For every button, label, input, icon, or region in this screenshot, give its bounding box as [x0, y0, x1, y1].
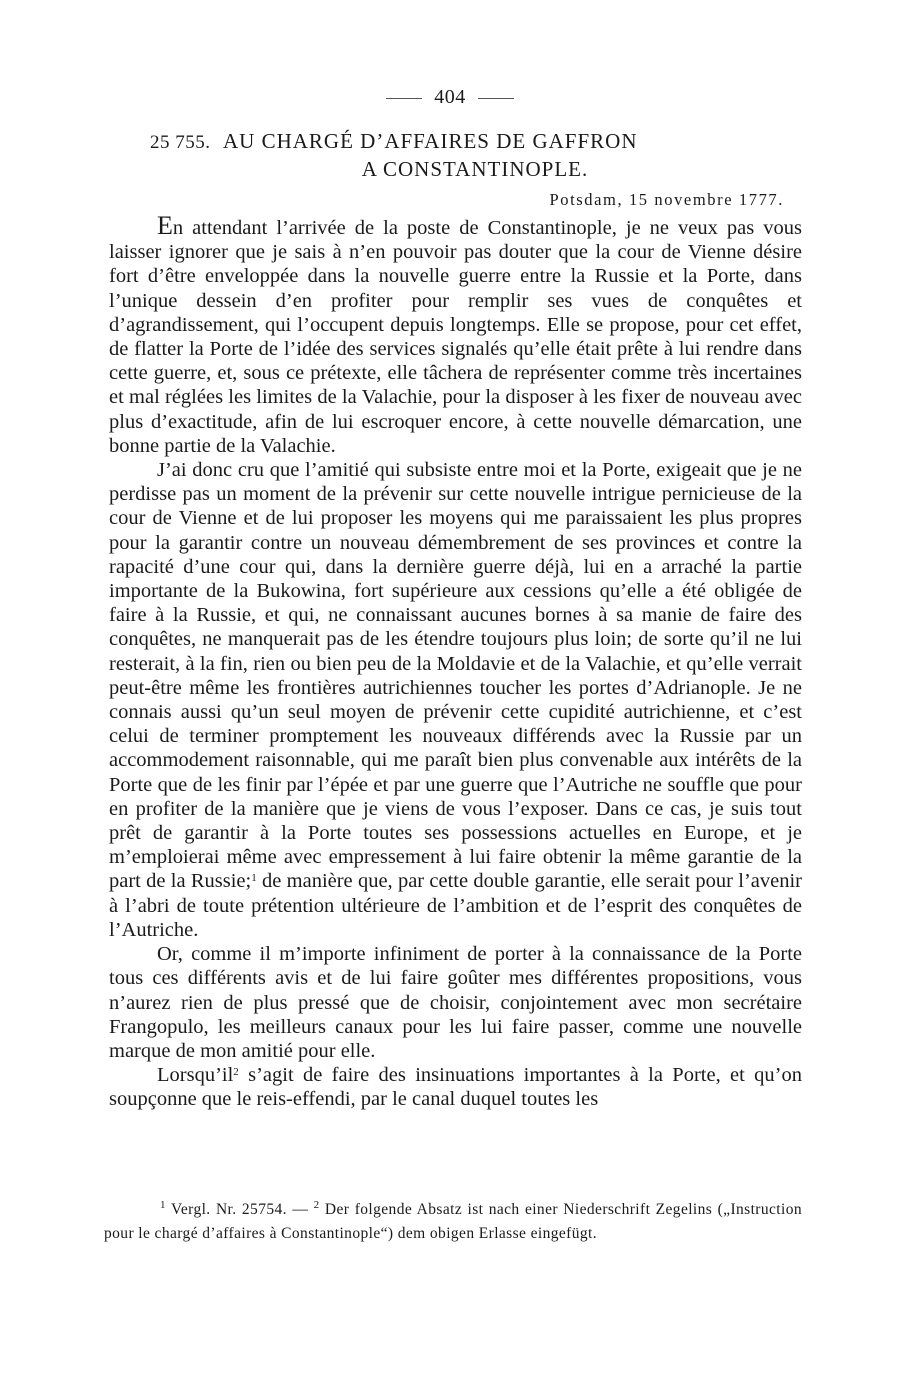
- page-number-text: 404: [434, 86, 466, 108]
- dateline: Potsdam, 15 novembre 1777.: [549, 190, 784, 209]
- footnote-line: [104, 1198, 802, 1245]
- paragraph-2-text-b: de manière que, par cette double garantie, elle serait pour l’avenir à l’abri de toute prétention ultérieure de l’ambition et de l’esprit des conquêtes de l’Autriche.: [109, 870, 803, 941]
- footnotes: [104, 1198, 802, 1245]
- paragraph-3: Or, comme il m’importe infiniment de porter à la connaissance de la Porte tous ces différents avis et de lui faire goûter mes différentes propositions, vous n’aurez rien de plus pressé que de choisir, conjointement avec mon secrétaire Frangopulo, les meilleurs canaux pour les lui faire passer, comme une nouvelle marque de mon amitié pour elle.: [109, 943, 802, 1062]
- letter-title-line1: AU CHARGÉ D’AFFAIRES DE GAFFRON: [223, 129, 638, 153]
- paragraph-4-text-b: s’agit de faire des insinuations importantes à la Porte, et qu’on soupçonne que le reis-effendi, par le canal duquel toutes les: [109, 1064, 802, 1111]
- paragraph-4: [109, 1063, 802, 1111]
- paragraph-2-text-a: J’ai donc cru que l’amitié qui subsiste entre moi et la Porte, exigeait que je ne perdisse pas un moment de la prévenir sur cette nouvelle intrigue pernicieuse de la cour de Vienne et de lui proposer les moyens qui me paraissaient les plus propres pour la garantir contre un nouveau démembrement de ses provinces et contre la rapacité d’une cour qui, dans la dernière guerre déjà, lui en a arraché la partie importante de la Bukowina, fort supérieure aux cessions qu’elle a été obligée de faire à la Russie, et qui, ne connaissant aucunes bornes à sa manie de faire des conquêtes, ne manquerait pas de les étendre toujours plus loin; de sorte qu’il ne lui resterait, à la fin, rien ou bien peu de la Moldavie et de la Valachie, et qu’elle verrait peut-être même les frontières autrichiennes toucher les portes d’Adrianople. Je ne connais aussi qu’un seul moyen de prévenir cette cupidité autrichienne, et c’est celui de terminer promptement les nouveaux différends avec la Russie par un accommodement raisonnable, qui me paraît bien plus convenable aux intérêts de la Porte que de les finir par l’épée et par une guerre que l’Autriche ne souffle que pour en profiter de la manière que je viens de vous l’exposer. Dans ce cas, je suis tout prêt de garantir à la Porte toutes ses possessions actuelles en Europe, et je m’emploierai même avec empressement à lui faire obtenir la même garantie de la part de la Russie;: [109, 459, 802, 893]
- page-number-left-rule: [386, 98, 422, 99]
- footnote-1-text: Vergl. Nr. 25754. —: [165, 1201, 314, 1218]
- letter-heading: [150, 128, 770, 183]
- footnote-1-mark: 1: [160, 1199, 166, 1211]
- footnote-ref-2: 2: [233, 1066, 239, 1079]
- paragraph-2: [109, 458, 802, 942]
- letter-number: 25 755.: [150, 132, 211, 153]
- footnote-2-text: Der folgende Absatz ist nach einer Niederschrift Zegelins („Instruction pour le chargé d’affaires à Constantinople“) dem obigen Erlasse eingefügt.: [104, 1201, 802, 1242]
- letter-title-line2: A CONSTANTINOPLE.: [361, 157, 589, 181]
- page-number-right-rule: [478, 98, 514, 99]
- page-number: [0, 86, 900, 109]
- footnote-2-mark: 2: [313, 1199, 320, 1211]
- paragraph-1: En attendant l’arrivée de la poste de Constantinople, je ne veux pas vous laisser ignorer que je sais à n’en pouvoir pas douter que la cour de Vienne désire fort d’être enveloppée dans la nouvelle guerre entre la Russie et la Porte, dans l’unique dessein d’en profiter pour remplir ses vues de conquêtes et d’agrandissement, qui l’occupent depuis longtemps. Elle se propose, pour cet effet, de flatter la Porte de l’idée des services signalés qu’elle était prête à lui rendre dans cette guerre, et, sous ce prétexte, elle tâchera de représenter comme très incertaines et mal réglées les limites de la Valachie, pour la disposer à les fixer de nouveau avec plus d’exactitude, afin de lui escroquer encore, à cette nouvelle démarcation, une bonne partie de la Valachie.: [109, 211, 802, 457]
- footnote-ref-1: 1: [251, 872, 257, 885]
- paragraph-4-text-a: Lorsqu’il: [157, 1064, 234, 1087]
- letter-body: [109, 211, 803, 1112]
